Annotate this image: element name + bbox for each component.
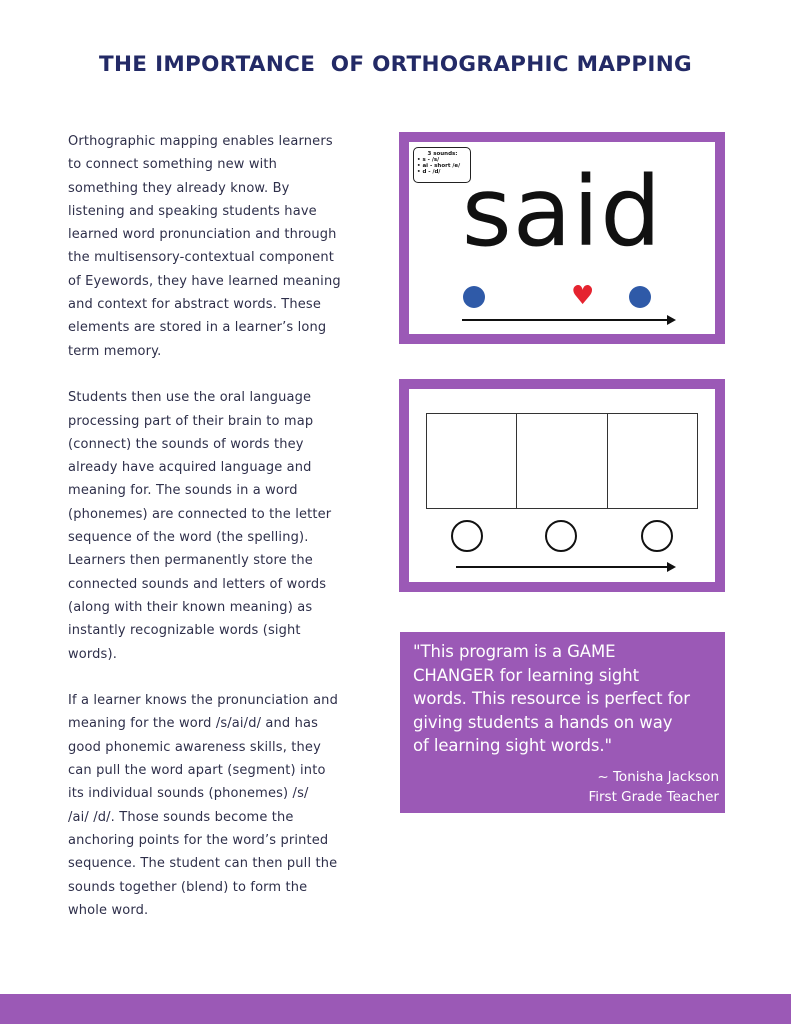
text-line: Orthographic mapping enables learners (68, 134, 333, 149)
quote-line: giving students a hands on way (413, 712, 673, 732)
text-line: something they already know. By (68, 180, 290, 196)
arrow-right-icon (667, 562, 676, 572)
testimonial-box (400, 632, 725, 813)
footer-bar (0, 994, 791, 1024)
text-line: of Eyewords, they have learned meaning (68, 273, 341, 289)
sound-boxes-card (399, 379, 725, 592)
text-line: anchoring points for the word’s printed (68, 832, 329, 848)
text-line: (connect) the sounds of words they (68, 436, 304, 452)
sight-word-card (399, 132, 725, 344)
sounds-legend-item: • ai - short /e/ (417, 163, 461, 169)
circle-icon (641, 520, 673, 552)
text-line: learned word pronunciation and through (68, 227, 337, 243)
circle-icon (545, 520, 577, 552)
quote-line: "This program is a GAME (413, 642, 616, 661)
quote-line: CHANGER for learning sight (413, 665, 639, 685)
text-line: (phonemes) are connected to the letter (68, 506, 332, 522)
text-line: sequence. The student can then pull the (68, 856, 338, 872)
arrow-line (456, 566, 668, 568)
sound-box (608, 414, 697, 508)
quote-line: words. This resource is perfect for (413, 689, 690, 708)
text-line: its individual sounds (phonemes) /s/ (68, 786, 309, 802)
text-line: and context for abstract words. These (68, 297, 321, 313)
sounds-legend-item: • d - /d/ (417, 169, 441, 175)
paragraph-1 (68, 130, 368, 363)
page-title: THE IMPORTANCE OF ORTHOGRAPHIC MAPPING (99, 52, 692, 77)
testimonial-quote (413, 640, 717, 758)
text-line: words). (68, 646, 117, 662)
testimonial-attribution (588, 767, 719, 807)
text-line: (along with their known meaning) as (68, 599, 313, 615)
sound-boxes (426, 413, 698, 509)
quote-line: of learning sight words." (413, 736, 613, 755)
sounds-legend-header: 3 sounds: (427, 151, 458, 157)
arrow-right-icon (667, 315, 676, 325)
sound-box (517, 414, 607, 508)
testimonial-role: First Grade Teacher (588, 789, 719, 805)
text-line: listening and speaking students have (68, 203, 317, 219)
text-line: elements are stored in a learner’s long (68, 320, 327, 336)
dot-icon (463, 286, 485, 308)
text-line: processing part of their brain to map (68, 413, 314, 429)
text-line: whole word. (68, 902, 149, 918)
text-line: good phonemic awareness skills, they (68, 739, 321, 755)
text-line: sequence of the word (the spelling). (68, 530, 309, 546)
arrow-line (462, 319, 669, 321)
sight-word: said (461, 156, 663, 268)
paragraph-2 (68, 386, 368, 666)
testimonial-author: ~ Tonisha Jackson (597, 769, 719, 785)
text-line: already have acquired language and (68, 460, 312, 476)
text-line: the multisensory-contextual component (68, 250, 334, 266)
text-line: meaning for. The sounds in a word (68, 483, 298, 499)
text-line: term memory. (68, 343, 162, 359)
sounds-legend-item: • s - /s/ (417, 157, 440, 163)
text-line: /ai/ /d/. Those sounds become the (68, 809, 294, 825)
heart-icon: ♥ (571, 281, 595, 311)
text-line: If a learner knows the pronunciation and (68, 693, 338, 709)
text-line: instantly recognizable words (sight (68, 623, 301, 639)
text-line: meaning for the word /s/ai/d/ and has (68, 716, 319, 732)
circle-icon (451, 520, 483, 552)
text-line: to connect something new with (68, 157, 278, 173)
sound-box (427, 414, 517, 508)
text-line: Learners then permanently store the (68, 553, 313, 569)
body-text (68, 130, 368, 945)
text-line: can pull the word apart (segment) into (68, 763, 326, 779)
text-line: Students then use the oral language (68, 390, 312, 406)
text-line: connected sounds and letters of words (68, 576, 327, 592)
text-line: sounds together (blend) to form the (68, 879, 308, 895)
paragraph-3 (68, 689, 368, 922)
dot-icon (629, 286, 651, 308)
